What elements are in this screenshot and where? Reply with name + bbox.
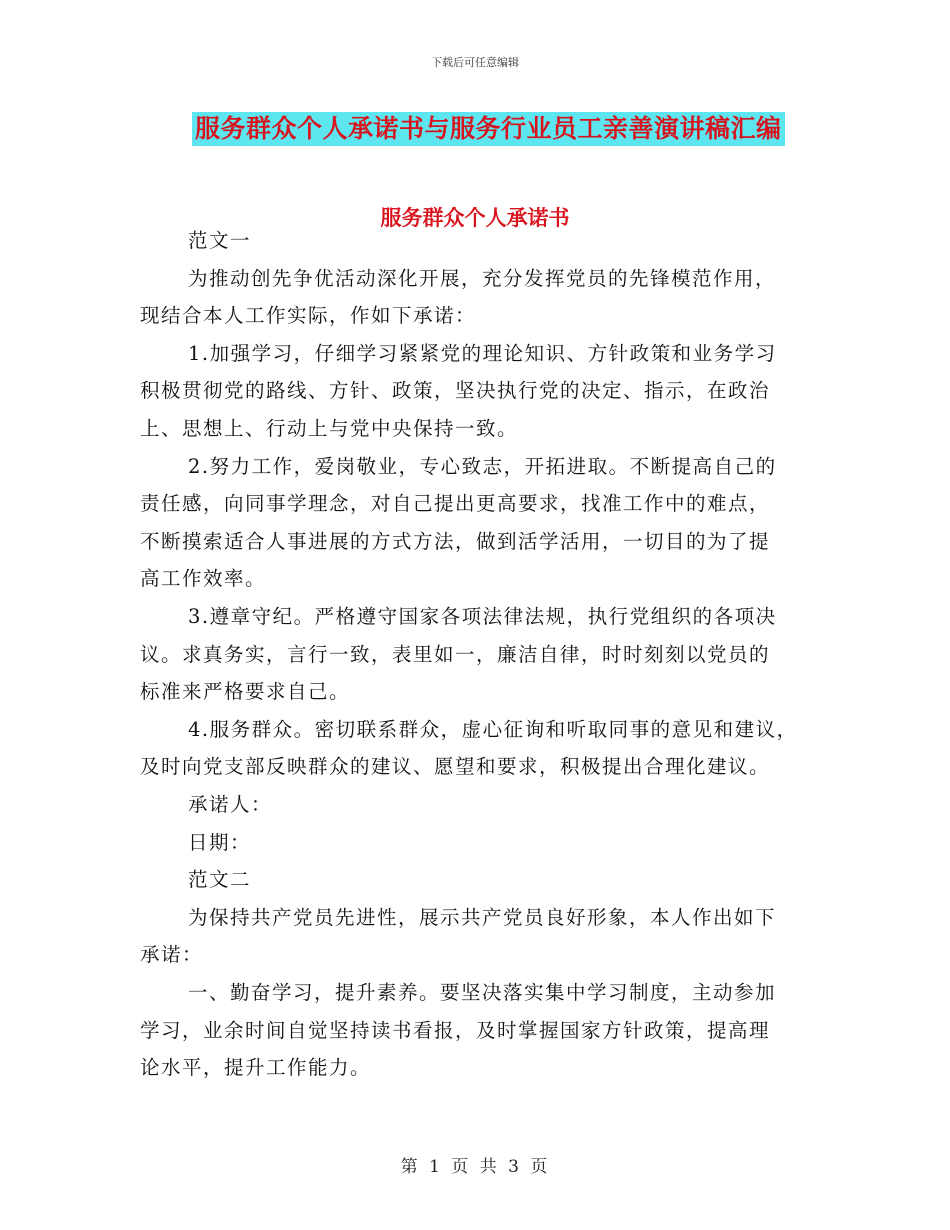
- main-title: 服务群众个人承诺书与服务行业员工亲善演讲稿汇编: [192, 112, 785, 146]
- sub-title: 服务群众个人承诺书: [380, 205, 570, 230]
- body-line: 范文二: [188, 868, 252, 892]
- body-line: 4.服务群众。密切联系群众，虚心征询和听取同事的意见和建议，: [188, 717, 798, 741]
- body-line: 高工作效率。: [140, 567, 267, 591]
- header-note: 下载后可任意编辑: [431, 56, 519, 69]
- body-line: 上、思想上、行动上与党中央保持一致。: [140, 417, 519, 440]
- body-line: 承诺人：: [188, 793, 273, 816]
- body-line: 为推动创先争优活动深化开展，充分发挥党员的先锋模范作用，: [188, 266, 777, 290]
- body-line: 范文一: [188, 229, 252, 252]
- body-line: 2.努力工作，爱岗敬业，专心致志，开拓进取。不断提高自己的: [188, 454, 777, 478]
- body-line: 日期：: [188, 830, 252, 854]
- body-line: 一、勤奋学习，提升素养。要坚决落实集中学习制度，主动参加: [188, 981, 777, 1004]
- page-footer: 第 1 页 共 3 页: [400, 1157, 550, 1177]
- body-line: 学习，业余时间自觉坚持读书看报，及时掌握国家方针政策，提高理: [140, 1018, 771, 1042]
- body-line: 论水平，提升工作能力。: [140, 1056, 372, 1080]
- body-line: 及时向党支部反映群众的建议、愿望和要求，积极提出合理化建议。: [140, 755, 771, 779]
- body-line: 为保持共产党员先进性，展示共产党员良好形象，本人作出如下: [188, 905, 777, 929]
- body-line: 1.加强学习，仔细学习紧紧党的理论知识、方针政策和业务学习: [188, 341, 777, 365]
- body-line: 议。求真务实，言行一致，表里如一，廉洁自律，时时刻刻以党员的: [140, 642, 771, 666]
- body-line: 承诺：: [140, 943, 204, 967]
- body-line: 积极贯彻党的路线、方针、政策，坚决执行党的决定、指示，在政治: [140, 379, 771, 403]
- body-line: 责任感，向同事学理念，对自己提出更高要求，找准工作中的难点，: [140, 492, 771, 516]
- body-line: 不断摸索适合人事进展的方式方法，做到活学活用，一切目的为了提: [140, 529, 771, 553]
- body-line: 现结合本人工作实际，作如下承诺：: [140, 304, 477, 328]
- body-line: 3.遵章守纪。严格遵守国家各项法律法规，执行党组织的各项决: [188, 605, 777, 628]
- body-line: 标准来严格要求自己。: [140, 680, 351, 704]
